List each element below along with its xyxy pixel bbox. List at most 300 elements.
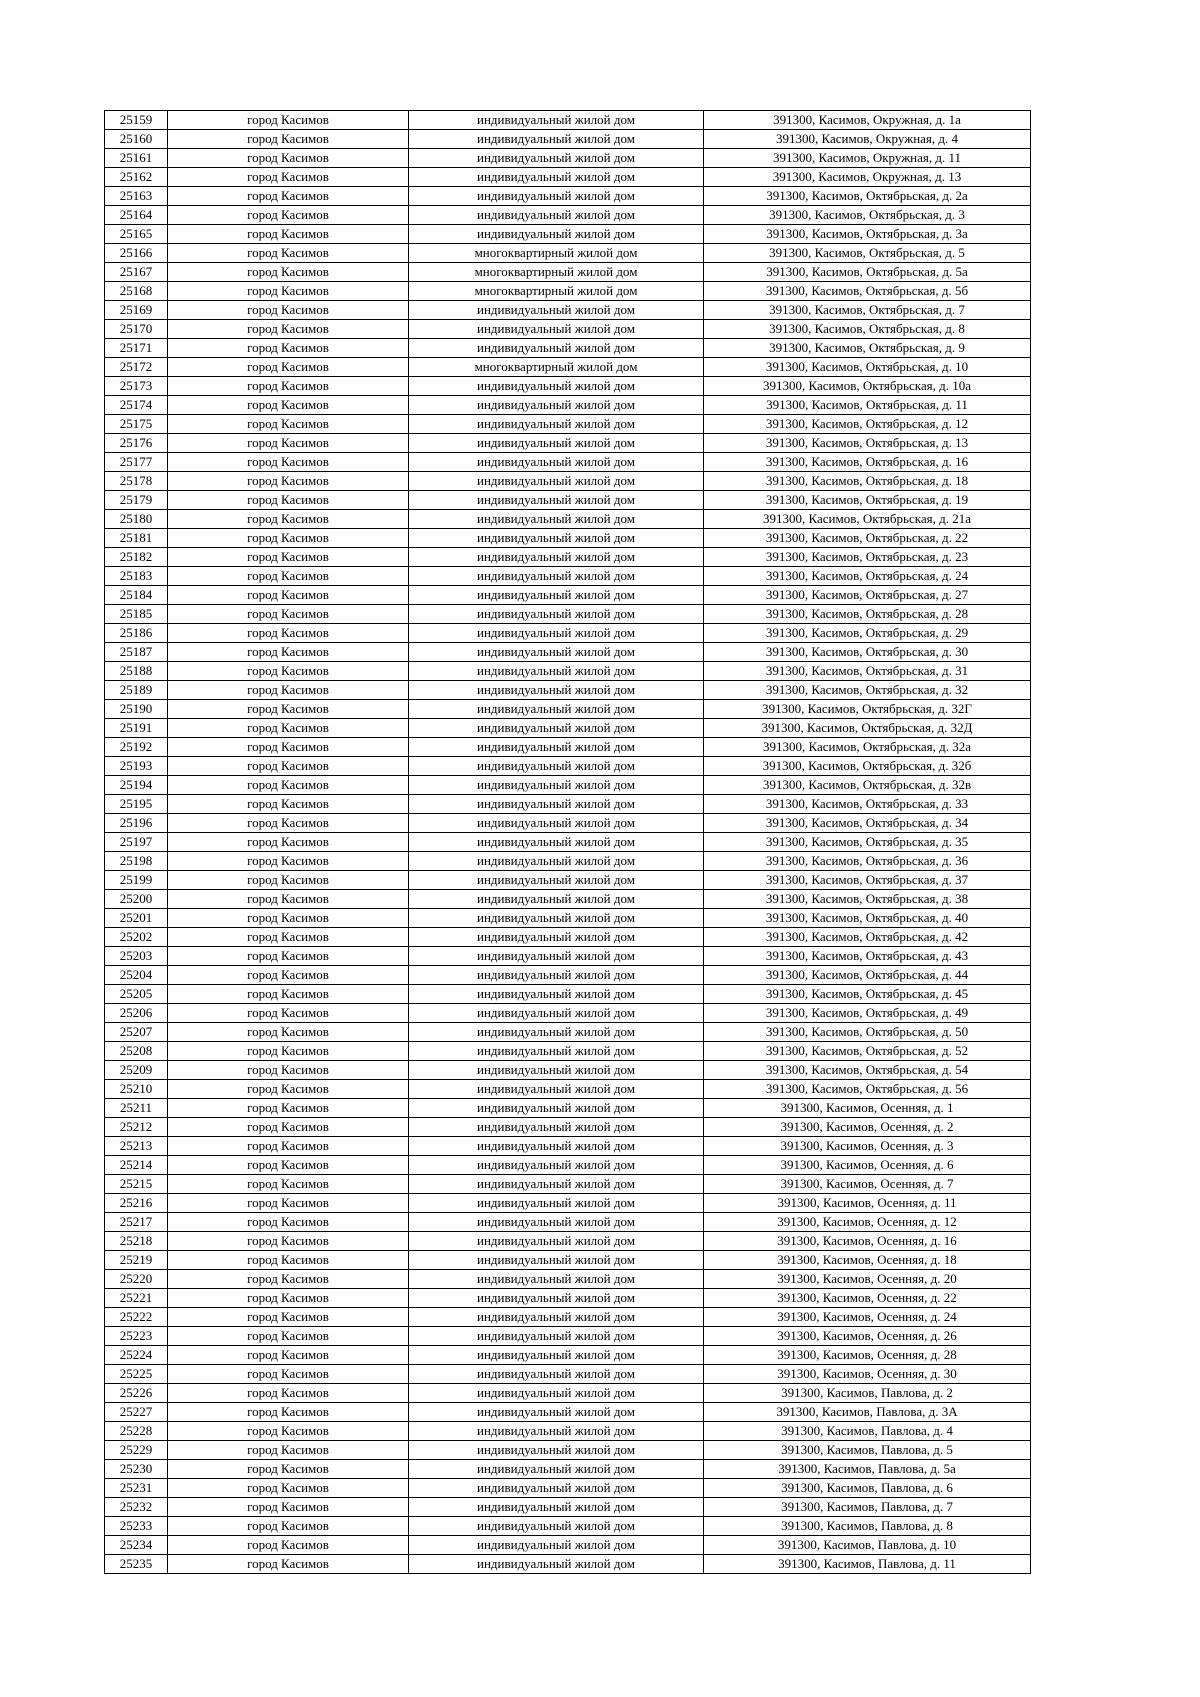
- settlement-cell: город Касимов: [168, 225, 409, 244]
- address-cell: 391300, Касимов, Октябрьская, д. 32а: [704, 738, 1031, 757]
- table-row: [105, 757, 1031, 776]
- building-type-cell: индивидуальный жилой дом: [409, 472, 704, 491]
- building-type-cell: индивидуальный жилой дом: [409, 795, 704, 814]
- record-number-cell: 25176: [105, 434, 168, 453]
- settlement-cell: город Касимов: [168, 852, 409, 871]
- settlement-cell: город Касимов: [168, 320, 409, 339]
- building-type-cell: индивидуальный жилой дом: [409, 662, 704, 681]
- table-row: [105, 1422, 1031, 1441]
- address-cell: 391300, Касимов, Павлова, д. 5: [704, 1441, 1031, 1460]
- settlement-cell: город Касимов: [168, 662, 409, 681]
- settlement-cell: город Касимов: [168, 1175, 409, 1194]
- table-row: [105, 1251, 1031, 1270]
- settlement-cell: город Касимов: [168, 1004, 409, 1023]
- address-cell: 391300, Касимов, Октябрьская, д. 54: [704, 1061, 1031, 1080]
- record-number-cell: 25180: [105, 510, 168, 529]
- record-number-cell: 25178: [105, 472, 168, 491]
- settlement-cell: город Касимов: [168, 244, 409, 263]
- address-cell: 391300, Касимов, Октябрьская, д. 8: [704, 320, 1031, 339]
- record-number-cell: 25198: [105, 852, 168, 871]
- record-number-cell: 25177: [105, 453, 168, 472]
- table-row: [105, 206, 1031, 225]
- table-row: [105, 1080, 1031, 1099]
- building-type-cell: индивидуальный жилой дом: [409, 225, 704, 244]
- settlement-cell: город Касимов: [168, 795, 409, 814]
- address-cell: 391300, Касимов, Осенняя, д. 1: [704, 1099, 1031, 1118]
- building-type-cell: индивидуальный жилой дом: [409, 1194, 704, 1213]
- table-row: [105, 985, 1031, 1004]
- address-cell: 391300, Касимов, Октябрьская, д. 5: [704, 244, 1031, 263]
- table-row: [105, 491, 1031, 510]
- record-number-cell: 25220: [105, 1270, 168, 1289]
- address-cell: 391300, Касимов, Октябрьская, д. 2а: [704, 187, 1031, 206]
- building-type-cell: индивидуальный жилой дом: [409, 643, 704, 662]
- address-cell: 391300, Касимов, Октябрьская, д. 9: [704, 339, 1031, 358]
- settlement-cell: город Касимов: [168, 1441, 409, 1460]
- building-type-cell: индивидуальный жилой дом: [409, 966, 704, 985]
- building-type-cell: индивидуальный жилой дом: [409, 1346, 704, 1365]
- address-cell: 391300, Касимов, Павлова, д. 6: [704, 1479, 1031, 1498]
- settlement-cell: город Касимов: [168, 814, 409, 833]
- building-type-cell: индивидуальный жилой дом: [409, 1327, 704, 1346]
- table-row: [105, 1460, 1031, 1479]
- settlement-cell: город Касимов: [168, 1536, 409, 1555]
- building-type-cell: индивидуальный жилой дом: [409, 890, 704, 909]
- table-row: [105, 643, 1031, 662]
- building-type-cell: индивидуальный жилой дом: [409, 1270, 704, 1289]
- settlement-cell: город Касимов: [168, 700, 409, 719]
- address-cell: 391300, Касимов, Павлова, д. 4: [704, 1422, 1031, 1441]
- table-row: [105, 1327, 1031, 1346]
- address-cell: 391300, Касимов, Октябрьская, д. 43: [704, 947, 1031, 966]
- record-number-cell: 25217: [105, 1213, 168, 1232]
- table-row: [105, 1441, 1031, 1460]
- building-type-cell: индивидуальный жилой дом: [409, 776, 704, 795]
- address-cell: 391300, Касимов, Октябрьская, д. 10а: [704, 377, 1031, 396]
- address-cell: 391300, Касимов, Октябрьская, д. 52: [704, 1042, 1031, 1061]
- settlement-cell: город Касимов: [168, 1327, 409, 1346]
- record-number-cell: 25188: [105, 662, 168, 681]
- record-number-cell: 25179: [105, 491, 168, 510]
- address-cell: 391300, Касимов, Осенняя, д. 18: [704, 1251, 1031, 1270]
- record-number-cell: 25185: [105, 605, 168, 624]
- building-type-cell: индивидуальный жилой дом: [409, 1099, 704, 1118]
- record-number-cell: 25200: [105, 890, 168, 909]
- record-number-cell: 25196: [105, 814, 168, 833]
- building-type-cell: индивидуальный жилой дом: [409, 852, 704, 871]
- table-row: [105, 529, 1031, 548]
- record-number-cell: 25199: [105, 871, 168, 890]
- building-type-cell: индивидуальный жилой дом: [409, 301, 704, 320]
- record-number-cell: 25208: [105, 1042, 168, 1061]
- settlement-cell: город Касимов: [168, 510, 409, 529]
- table-row: [105, 605, 1031, 624]
- record-number-cell: 25226: [105, 1384, 168, 1403]
- settlement-cell: город Касимов: [168, 947, 409, 966]
- table-row: [105, 928, 1031, 947]
- record-number-cell: 25219: [105, 1251, 168, 1270]
- address-cell: 391300, Касимов, Октябрьская, д. 34: [704, 814, 1031, 833]
- record-number-cell: 25234: [105, 1536, 168, 1555]
- table-row: [105, 1232, 1031, 1251]
- address-cell: 391300, Касимов, Октябрьская, д. 28: [704, 605, 1031, 624]
- record-number-cell: 25161: [105, 149, 168, 168]
- record-number-cell: 25163: [105, 187, 168, 206]
- settlement-cell: город Касимов: [168, 643, 409, 662]
- record-number-cell: 25169: [105, 301, 168, 320]
- building-type-cell: индивидуальный жилой дом: [409, 757, 704, 776]
- settlement-cell: город Касимов: [168, 111, 409, 130]
- address-cell: 391300, Касимов, Октябрьская, д. 31: [704, 662, 1031, 681]
- building-type-cell: многоквартирный жилой дом: [409, 358, 704, 377]
- address-cell: 391300, Касимов, Осенняя, д. 3: [704, 1137, 1031, 1156]
- address-cell: 391300, Касимов, Октябрьская, д. 56: [704, 1080, 1031, 1099]
- table-row: [105, 624, 1031, 643]
- building-type-cell: индивидуальный жилой дом: [409, 206, 704, 225]
- building-type-cell: индивидуальный жилой дом: [409, 1308, 704, 1327]
- building-type-cell: индивидуальный жилой дом: [409, 985, 704, 1004]
- table-row: [105, 1156, 1031, 1175]
- building-type-cell: индивидуальный жилой дом: [409, 491, 704, 510]
- building-type-cell: многоквартирный жилой дом: [409, 282, 704, 301]
- building-type-cell: индивидуальный жилой дом: [409, 738, 704, 757]
- table-row: [105, 947, 1031, 966]
- address-cell: 391300, Касимов, Осенняя, д. 6: [704, 1156, 1031, 1175]
- address-cell: 391300, Касимов, Октябрьская, д. 5б: [704, 282, 1031, 301]
- address-cell: 391300, Касимов, Октябрьская, д. 27: [704, 586, 1031, 605]
- building-type-cell: индивидуальный жилой дом: [409, 149, 704, 168]
- table-row: [105, 909, 1031, 928]
- table-row: [105, 1517, 1031, 1536]
- address-cell: 391300, Касимов, Павлова, д. 5а: [704, 1460, 1031, 1479]
- record-number-cell: 25201: [105, 909, 168, 928]
- record-number-cell: 25213: [105, 1137, 168, 1156]
- address-cell: 391300, Касимов, Октябрьская, д. 3а: [704, 225, 1031, 244]
- address-cell: 391300, Касимов, Октябрьская, д. 32Д: [704, 719, 1031, 738]
- settlement-cell: город Касимов: [168, 1517, 409, 1536]
- address-cell: 391300, Касимов, Павлова, д. 2: [704, 1384, 1031, 1403]
- settlement-cell: город Касимов: [168, 890, 409, 909]
- building-type-cell: индивидуальный жилой дом: [409, 548, 704, 567]
- table-row: [105, 187, 1031, 206]
- table-row: [105, 1289, 1031, 1308]
- settlement-cell: город Касимов: [168, 396, 409, 415]
- settlement-cell: город Касимов: [168, 206, 409, 225]
- address-cell: 391300, Касимов, Октябрьская, д. 36: [704, 852, 1031, 871]
- settlement-cell: город Касимов: [168, 1080, 409, 1099]
- record-number-cell: 25230: [105, 1460, 168, 1479]
- building-type-cell: индивидуальный жилой дом: [409, 1384, 704, 1403]
- settlement-cell: город Касимов: [168, 738, 409, 757]
- table-row: [105, 662, 1031, 681]
- record-number-cell: 25212: [105, 1118, 168, 1137]
- building-type-cell: индивидуальный жилой дом: [409, 415, 704, 434]
- settlement-cell: город Касимов: [168, 966, 409, 985]
- settlement-cell: город Касимов: [168, 1023, 409, 1042]
- address-cell: 391300, Касимов, Октябрьская, д. 40: [704, 909, 1031, 928]
- building-type-cell: индивидуальный жилой дом: [409, 605, 704, 624]
- settlement-cell: город Касимов: [168, 1156, 409, 1175]
- record-number-cell: 25224: [105, 1346, 168, 1365]
- table-row: [105, 1479, 1031, 1498]
- building-type-cell: индивидуальный жилой дом: [409, 1479, 704, 1498]
- building-type-cell: индивидуальный жилой дом: [409, 1156, 704, 1175]
- table-row: [105, 263, 1031, 282]
- address-cell: 391300, Касимов, Октябрьская, д. 23: [704, 548, 1031, 567]
- table-row: [105, 586, 1031, 605]
- table-row: [105, 890, 1031, 909]
- table-row: [105, 1403, 1031, 1422]
- building-type-cell: индивидуальный жилой дом: [409, 1422, 704, 1441]
- record-number-cell: 25204: [105, 966, 168, 985]
- record-number-cell: 25194: [105, 776, 168, 795]
- record-number-cell: 25206: [105, 1004, 168, 1023]
- table-row: [105, 1270, 1031, 1289]
- address-cell: 391300, Касимов, Осенняя, д. 12: [704, 1213, 1031, 1232]
- building-type-cell: многоквартирный жилой дом: [409, 244, 704, 263]
- settlement-cell: город Касимов: [168, 985, 409, 1004]
- settlement-cell: город Касимов: [168, 605, 409, 624]
- table-row: [105, 1384, 1031, 1403]
- record-number-cell: 25215: [105, 1175, 168, 1194]
- record-number-cell: 25166: [105, 244, 168, 263]
- record-number-cell: 25202: [105, 928, 168, 947]
- building-type-cell: многоквартирный жилой дом: [409, 263, 704, 282]
- record-number-cell: 25218: [105, 1232, 168, 1251]
- table-row: [105, 301, 1031, 320]
- table-row: [105, 111, 1031, 130]
- address-cell: 391300, Касимов, Октябрьская, д. 45: [704, 985, 1031, 1004]
- building-type-cell: индивидуальный жилой дом: [409, 1403, 704, 1422]
- record-number-cell: 25181: [105, 529, 168, 548]
- building-type-cell: индивидуальный жилой дом: [409, 1004, 704, 1023]
- record-number-cell: 25175: [105, 415, 168, 434]
- building-type-cell: индивидуальный жилой дом: [409, 1289, 704, 1308]
- record-number-cell: 25228: [105, 1422, 168, 1441]
- address-cell: 391300, Касимов, Октябрьская, д. 12: [704, 415, 1031, 434]
- record-number-cell: 25167: [105, 263, 168, 282]
- record-number-cell: 25205: [105, 985, 168, 1004]
- settlement-cell: город Касимов: [168, 339, 409, 358]
- table-row: [105, 168, 1031, 187]
- table-row: [105, 1023, 1031, 1042]
- housing-register-table: [104, 110, 1031, 1574]
- record-number-cell: 25189: [105, 681, 168, 700]
- building-type-cell: индивидуальный жилой дом: [409, 586, 704, 605]
- settlement-cell: город Касимов: [168, 871, 409, 890]
- building-type-cell: индивидуальный жилой дом: [409, 1441, 704, 1460]
- address-cell: 391300, Касимов, Октябрьская, д. 3: [704, 206, 1031, 225]
- table-row: [105, 1004, 1031, 1023]
- settlement-cell: город Касимов: [168, 776, 409, 795]
- record-number-cell: 25216: [105, 1194, 168, 1213]
- address-cell: 391300, Касимов, Октябрьская, д. 32: [704, 681, 1031, 700]
- settlement-cell: город Касимов: [168, 168, 409, 187]
- settlement-cell: город Касимов: [168, 434, 409, 453]
- building-type-cell: индивидуальный жилой дом: [409, 1460, 704, 1479]
- address-cell: 391300, Касимов, Окружная, д. 13: [704, 168, 1031, 187]
- address-cell: 391300, Касимов, Октябрьская, д. 16: [704, 453, 1031, 472]
- settlement-cell: город Касимов: [168, 529, 409, 548]
- table-row: [105, 1536, 1031, 1555]
- table-row: [105, 472, 1031, 491]
- building-type-cell: индивидуальный жилой дом: [409, 339, 704, 358]
- settlement-cell: город Касимов: [168, 1061, 409, 1080]
- settlement-cell: город Касимов: [168, 1118, 409, 1137]
- table-row: [105, 776, 1031, 795]
- settlement-cell: город Касимов: [168, 1308, 409, 1327]
- building-type-cell: индивидуальный жилой дом: [409, 130, 704, 149]
- table-row: [105, 1118, 1031, 1137]
- record-number-cell: 25210: [105, 1080, 168, 1099]
- record-number-cell: 25222: [105, 1308, 168, 1327]
- settlement-cell: город Касимов: [168, 1099, 409, 1118]
- building-type-cell: индивидуальный жилой дом: [409, 814, 704, 833]
- building-type-cell: индивидуальный жилой дом: [409, 871, 704, 890]
- settlement-cell: город Касимов: [168, 833, 409, 852]
- settlement-cell: город Касимов: [168, 1384, 409, 1403]
- record-number-cell: 25221: [105, 1289, 168, 1308]
- address-cell: 391300, Касимов, Осенняя, д. 30: [704, 1365, 1031, 1384]
- settlement-cell: город Касимов: [168, 130, 409, 149]
- record-number-cell: 25186: [105, 624, 168, 643]
- record-number-cell: 25162: [105, 168, 168, 187]
- building-type-cell: индивидуальный жилой дом: [409, 1536, 704, 1555]
- record-number-cell: 25164: [105, 206, 168, 225]
- address-cell: 391300, Касимов, Октябрьская, д. 30: [704, 643, 1031, 662]
- building-type-cell: индивидуальный жилой дом: [409, 719, 704, 738]
- settlement-cell: город Касимов: [168, 1232, 409, 1251]
- building-type-cell: индивидуальный жилой дом: [409, 320, 704, 339]
- address-cell: 391300, Касимов, Осенняя, д. 7: [704, 1175, 1031, 1194]
- address-cell: 391300, Касимов, Октябрьская, д. 33: [704, 795, 1031, 814]
- address-cell: 391300, Касимов, Осенняя, д. 11: [704, 1194, 1031, 1213]
- table-row: [105, 1498, 1031, 1517]
- record-number-cell: 25223: [105, 1327, 168, 1346]
- address-cell: 391300, Касимов, Октябрьская, д. 32в: [704, 776, 1031, 795]
- table-row: [105, 1137, 1031, 1156]
- record-number-cell: 25174: [105, 396, 168, 415]
- settlement-cell: город Касимов: [168, 1270, 409, 1289]
- record-number-cell: 25172: [105, 358, 168, 377]
- record-number-cell: 25225: [105, 1365, 168, 1384]
- record-number-cell: 25187: [105, 643, 168, 662]
- building-type-cell: индивидуальный жилой дом: [409, 1042, 704, 1061]
- record-number-cell: 25232: [105, 1498, 168, 1517]
- settlement-cell: город Касимов: [168, 909, 409, 928]
- settlement-cell: город Касимов: [168, 149, 409, 168]
- address-cell: 391300, Касимов, Осенняя, д. 26: [704, 1327, 1031, 1346]
- building-type-cell: индивидуальный жилой дом: [409, 1061, 704, 1080]
- record-number-cell: 25168: [105, 282, 168, 301]
- settlement-cell: город Касимов: [168, 1042, 409, 1061]
- settlement-cell: город Касимов: [168, 1365, 409, 1384]
- table-row: [105, 149, 1031, 168]
- table-row: [105, 320, 1031, 339]
- record-number-cell: 25211: [105, 1099, 168, 1118]
- settlement-cell: город Касимов: [168, 567, 409, 586]
- settlement-cell: город Касимов: [168, 491, 409, 510]
- address-cell: 391300, Касимов, Октябрьская, д. 19: [704, 491, 1031, 510]
- settlement-cell: город Касимов: [168, 1289, 409, 1308]
- table-row: [105, 225, 1031, 244]
- address-cell: 391300, Касимов, Павлова, д. 11: [704, 1555, 1031, 1574]
- table-row: [105, 814, 1031, 833]
- address-cell: 391300, Касимов, Октябрьская, д. 5а: [704, 263, 1031, 282]
- settlement-cell: город Касимов: [168, 1194, 409, 1213]
- building-type-cell: индивидуальный жилой дом: [409, 377, 704, 396]
- address-cell: 391300, Касимов, Октябрьская, д. 18: [704, 472, 1031, 491]
- table-row: [105, 130, 1031, 149]
- record-number-cell: 25203: [105, 947, 168, 966]
- table-row: [105, 434, 1031, 453]
- building-type-cell: индивидуальный жилой дом: [409, 909, 704, 928]
- settlement-cell: город Касимов: [168, 1213, 409, 1232]
- settlement-cell: город Касимов: [168, 472, 409, 491]
- building-type-cell: индивидуальный жилой дом: [409, 1080, 704, 1099]
- table-row: [105, 852, 1031, 871]
- address-cell: 391300, Касимов, Октябрьская, д. 29: [704, 624, 1031, 643]
- building-type-cell: индивидуальный жилой дом: [409, 1251, 704, 1270]
- record-number-cell: 25190: [105, 700, 168, 719]
- settlement-cell: город Касимов: [168, 453, 409, 472]
- record-number-cell: 25184: [105, 586, 168, 605]
- table-row: [105, 1042, 1031, 1061]
- address-cell: 391300, Касимов, Павлова, д. 10: [704, 1536, 1031, 1555]
- settlement-cell: город Касимов: [168, 1346, 409, 1365]
- address-cell: 391300, Касимов, Октябрьская, д. 37: [704, 871, 1031, 890]
- settlement-cell: город Касимов: [168, 1498, 409, 1517]
- record-number-cell: 25197: [105, 833, 168, 852]
- record-number-cell: 25233: [105, 1517, 168, 1536]
- record-number-cell: 25195: [105, 795, 168, 814]
- building-type-cell: индивидуальный жилой дом: [409, 1498, 704, 1517]
- settlement-cell: город Касимов: [168, 415, 409, 434]
- table-row: [105, 377, 1031, 396]
- record-number-cell: 25183: [105, 567, 168, 586]
- address-cell: 391300, Касимов, Осенняя, д. 2: [704, 1118, 1031, 1137]
- address-cell: 391300, Касимов, Октябрьская, д. 32Г: [704, 700, 1031, 719]
- record-number-cell: 25170: [105, 320, 168, 339]
- record-number-cell: 25193: [105, 757, 168, 776]
- building-type-cell: индивидуальный жилой дом: [409, 187, 704, 206]
- table-row: [105, 1213, 1031, 1232]
- building-type-cell: индивидуальный жилой дом: [409, 529, 704, 548]
- settlement-cell: город Касимов: [168, 1460, 409, 1479]
- settlement-cell: город Касимов: [168, 301, 409, 320]
- address-cell: 391300, Касимов, Октябрьская, д. 35: [704, 833, 1031, 852]
- settlement-cell: город Касимов: [168, 1479, 409, 1498]
- table-row: [105, 1365, 1031, 1384]
- building-type-cell: индивидуальный жилой дом: [409, 1555, 704, 1574]
- address-cell: 391300, Касимов, Осенняя, д. 16: [704, 1232, 1031, 1251]
- table-row: [105, 548, 1031, 567]
- building-type-cell: индивидуальный жилой дом: [409, 947, 704, 966]
- building-type-cell: индивидуальный жилой дом: [409, 1232, 704, 1251]
- settlement-cell: город Касимов: [168, 1137, 409, 1156]
- table-row: [105, 1194, 1031, 1213]
- table-row: [105, 1555, 1031, 1574]
- address-cell: 391300, Касимов, Осенняя, д. 20: [704, 1270, 1031, 1289]
- record-number-cell: 25171: [105, 339, 168, 358]
- address-cell: 391300, Касимов, Октябрьская, д. 11: [704, 396, 1031, 415]
- address-cell: 391300, Касимов, Октябрьская, д. 13: [704, 434, 1031, 453]
- address-cell: 391300, Касимов, Окружная, д. 4: [704, 130, 1031, 149]
- table-row: [105, 681, 1031, 700]
- record-number-cell: 25173: [105, 377, 168, 396]
- table-row: [105, 415, 1031, 434]
- record-number-cell: 25231: [105, 1479, 168, 1498]
